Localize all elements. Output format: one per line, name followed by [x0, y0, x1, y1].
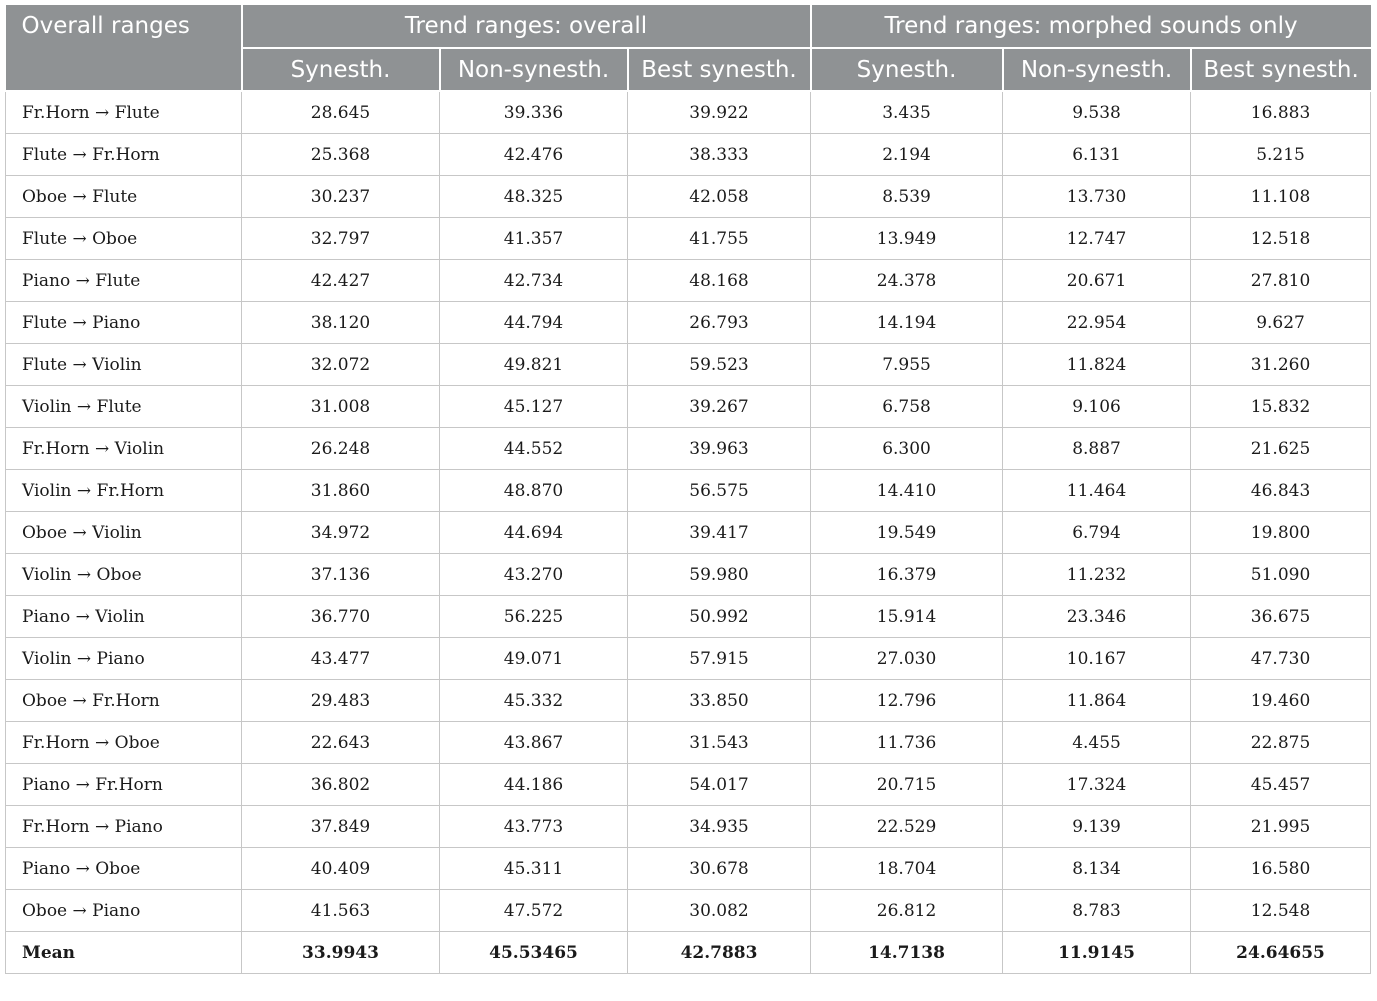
value-cell: 59.980 [628, 554, 811, 596]
value-cell: 42.734 [440, 260, 628, 302]
value-cell: 40.409 [242, 848, 440, 890]
header-overall-ranges: Overall ranges [6, 5, 242, 91]
value-cell: 29.483 [242, 680, 440, 722]
value-cell: 15.914 [811, 596, 1003, 638]
value-cell: 59.523 [628, 344, 811, 386]
subheader-non-synesth: Non-synesth. [440, 48, 628, 91]
row-label: Violin → Fr.Horn [6, 470, 242, 512]
value-cell: 12.548 [1191, 890, 1371, 932]
value-cell: 19.549 [811, 512, 1003, 554]
table-row [6, 91, 1371, 134]
value-cell: 11.9145 [1003, 932, 1191, 974]
row-label: Oboe → Violin [6, 512, 242, 554]
value-cell: 14.7138 [811, 932, 1003, 974]
value-cell: 31.860 [242, 470, 440, 512]
value-cell: 11.864 [1003, 680, 1191, 722]
subheader-synesth: Synesth. [242, 48, 440, 91]
value-cell: 50.992 [628, 596, 811, 638]
value-cell: 8.539 [811, 176, 1003, 218]
row-label: Flute → Oboe [6, 218, 242, 260]
row-label: Piano → Oboe [6, 848, 242, 890]
table-body [6, 91, 1371, 974]
value-cell: 21.995 [1191, 806, 1371, 848]
value-cell: 6.794 [1003, 512, 1191, 554]
value-cell: 48.870 [440, 470, 628, 512]
table-row [6, 218, 1371, 260]
value-cell: 39.963 [628, 428, 811, 470]
value-cell: 11.824 [1003, 344, 1191, 386]
value-cell: 14.194 [811, 302, 1003, 344]
table-row [6, 890, 1371, 932]
row-label: Flute → Fr.Horn [6, 134, 242, 176]
value-cell: 18.704 [811, 848, 1003, 890]
table-row [6, 302, 1371, 344]
value-cell: 6.131 [1003, 134, 1191, 176]
value-cell: 26.793 [628, 302, 811, 344]
value-cell: 11.232 [1003, 554, 1191, 596]
value-cell: 47.730 [1191, 638, 1371, 680]
value-cell: 10.167 [1003, 638, 1191, 680]
table-header [6, 5, 1371, 91]
value-cell: 19.800 [1191, 512, 1371, 554]
value-cell: 44.552 [440, 428, 628, 470]
value-cell: 48.325 [440, 176, 628, 218]
value-cell: 45.332 [440, 680, 628, 722]
value-cell: 31.008 [242, 386, 440, 428]
value-cell: 5.215 [1191, 134, 1371, 176]
value-cell: 16.883 [1191, 91, 1371, 134]
row-label: Violin → Piano [6, 638, 242, 680]
value-cell: 17.324 [1003, 764, 1191, 806]
value-cell: 9.627 [1191, 302, 1371, 344]
value-cell: 54.017 [628, 764, 811, 806]
value-cell: 21.625 [1191, 428, 1371, 470]
value-cell: 51.090 [1191, 554, 1371, 596]
table-row [6, 680, 1371, 722]
value-cell: 38.333 [628, 134, 811, 176]
value-cell: 56.225 [440, 596, 628, 638]
value-cell: 30.678 [628, 848, 811, 890]
value-cell: 37.136 [242, 554, 440, 596]
value-cell: 6.300 [811, 428, 1003, 470]
value-cell: 19.460 [1191, 680, 1371, 722]
row-label: Fr.Horn → Violin [6, 428, 242, 470]
value-cell: 56.575 [628, 470, 811, 512]
header-trend-morphed: Trend ranges: morphed sounds only [811, 5, 1371, 48]
value-cell: 27.030 [811, 638, 1003, 680]
value-cell: 26.248 [242, 428, 440, 470]
value-cell: 8.783 [1003, 890, 1191, 932]
table-row [6, 596, 1371, 638]
value-cell: 48.168 [628, 260, 811, 302]
value-cell: 43.773 [440, 806, 628, 848]
value-cell: 43.867 [440, 722, 628, 764]
value-cell: 22.529 [811, 806, 1003, 848]
value-cell: 7.955 [811, 344, 1003, 386]
value-cell: 15.832 [1191, 386, 1371, 428]
value-cell: 45.311 [440, 848, 628, 890]
value-cell: 44.694 [440, 512, 628, 554]
row-label: Oboe → Piano [6, 890, 242, 932]
row-label: Flute → Violin [6, 344, 242, 386]
table-row [6, 848, 1371, 890]
value-cell: 49.071 [440, 638, 628, 680]
table-row [6, 344, 1371, 386]
value-cell: 24.378 [811, 260, 1003, 302]
subheader-best-synesth-morphed: Best synesth. [1191, 48, 1371, 91]
value-cell: 11.736 [811, 722, 1003, 764]
row-label: Piano → Flute [6, 260, 242, 302]
row-label: Piano → Fr.Horn [6, 764, 242, 806]
value-cell: 42.476 [440, 134, 628, 176]
table-row [6, 470, 1371, 512]
value-cell: 8.887 [1003, 428, 1191, 470]
value-cell: 31.260 [1191, 344, 1371, 386]
value-cell: 41.755 [628, 218, 811, 260]
header-trend-overall: Trend ranges: overall [242, 5, 811, 48]
value-cell: 16.580 [1191, 848, 1371, 890]
table-row [6, 512, 1371, 554]
row-label: Piano → Violin [6, 596, 242, 638]
value-cell: 45.457 [1191, 764, 1371, 806]
value-cell: 45.53465 [440, 932, 628, 974]
value-cell: 9.538 [1003, 91, 1191, 134]
table-row [6, 134, 1371, 176]
value-cell: 8.134 [1003, 848, 1191, 890]
value-cell: 31.543 [628, 722, 811, 764]
value-cell: 27.810 [1191, 260, 1371, 302]
value-cell: 2.194 [811, 134, 1003, 176]
value-cell: 39.417 [628, 512, 811, 554]
value-cell: 22.875 [1191, 722, 1371, 764]
value-cell: 38.120 [242, 302, 440, 344]
value-cell: 49.821 [440, 344, 628, 386]
row-label: Fr.Horn → Flute [6, 91, 242, 134]
value-cell: 36.802 [242, 764, 440, 806]
table-row [6, 554, 1371, 596]
value-cell: 20.715 [811, 764, 1003, 806]
value-cell: 39.336 [440, 91, 628, 134]
value-cell: 39.267 [628, 386, 811, 428]
value-cell: 3.435 [811, 91, 1003, 134]
mean-row [6, 932, 1371, 974]
row-label: Violin → Flute [6, 386, 242, 428]
subheader-best-synesth: Best synesth. [628, 48, 811, 91]
value-cell: 41.357 [440, 218, 628, 260]
value-cell: 42.427 [242, 260, 440, 302]
subheader-non-synesth-morphed: Non-synesth. [1003, 48, 1191, 91]
row-label: Flute → Piano [6, 302, 242, 344]
value-cell: 20.671 [1003, 260, 1191, 302]
value-cell: 26.812 [811, 890, 1003, 932]
table-row [6, 260, 1371, 302]
table-row [6, 722, 1371, 764]
value-cell: 30.082 [628, 890, 811, 932]
value-cell: 43.270 [440, 554, 628, 596]
value-cell: 22.954 [1003, 302, 1191, 344]
value-cell: 42.058 [628, 176, 811, 218]
value-cell: 4.455 [1003, 722, 1191, 764]
value-cell: 37.849 [242, 806, 440, 848]
value-cell: 12.518 [1191, 218, 1371, 260]
value-cell: 23.346 [1003, 596, 1191, 638]
value-cell: 9.106 [1003, 386, 1191, 428]
value-cell: 9.139 [1003, 806, 1191, 848]
table-row [6, 176, 1371, 218]
results-table [5, 5, 1371, 974]
value-cell: 12.747 [1003, 218, 1191, 260]
value-cell: 33.9943 [242, 932, 440, 974]
value-cell: 34.935 [628, 806, 811, 848]
value-cell: 11.464 [1003, 470, 1191, 512]
value-cell: 14.410 [811, 470, 1003, 512]
value-cell: 42.7883 [628, 932, 811, 974]
value-cell: 32.072 [242, 344, 440, 386]
value-cell: 22.643 [242, 722, 440, 764]
table-row [6, 764, 1371, 806]
row-label: Fr.Horn → Oboe [6, 722, 242, 764]
value-cell: 33.850 [628, 680, 811, 722]
value-cell: 24.64655 [1191, 932, 1371, 974]
row-label: Fr.Horn → Piano [6, 806, 242, 848]
value-cell: 47.572 [440, 890, 628, 932]
value-cell: 30.237 [242, 176, 440, 218]
value-cell: 13.730 [1003, 176, 1191, 218]
value-cell: 11.108 [1191, 176, 1371, 218]
value-cell: 32.797 [242, 218, 440, 260]
table-row [6, 638, 1371, 680]
value-cell: 41.563 [242, 890, 440, 932]
value-cell: 28.645 [242, 91, 440, 134]
row-label: Violin → Oboe [6, 554, 242, 596]
value-cell: 57.915 [628, 638, 811, 680]
value-cell: 16.379 [811, 554, 1003, 596]
value-cell: 36.770 [242, 596, 440, 638]
table-row [6, 386, 1371, 428]
value-cell: 45.127 [440, 386, 628, 428]
value-cell: 36.675 [1191, 596, 1371, 638]
row-label: Oboe → Fr.Horn [6, 680, 242, 722]
value-cell: 6.758 [811, 386, 1003, 428]
table-row [6, 428, 1371, 470]
row-label: Oboe → Flute [6, 176, 242, 218]
value-cell: 12.796 [811, 680, 1003, 722]
subheader-synesth-morphed: Synesth. [811, 48, 1003, 91]
table-row [6, 806, 1371, 848]
value-cell: 39.922 [628, 91, 811, 134]
value-cell: 44.794 [440, 302, 628, 344]
value-cell: 46.843 [1191, 470, 1371, 512]
row-label: Mean [6, 932, 242, 974]
value-cell: 13.949 [811, 218, 1003, 260]
value-cell: 25.368 [242, 134, 440, 176]
value-cell: 43.477 [242, 638, 440, 680]
value-cell: 34.972 [242, 512, 440, 554]
value-cell: 44.186 [440, 764, 628, 806]
